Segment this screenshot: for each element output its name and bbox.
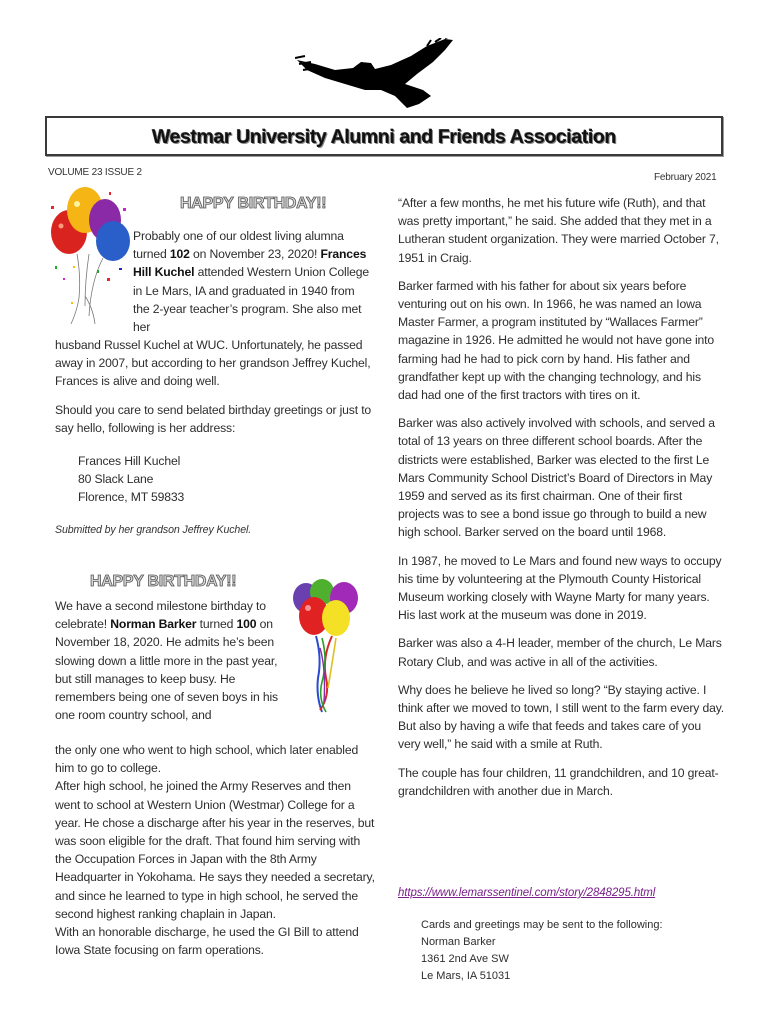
article2-paragraph: the only one who went to high school, which later enabled him to go to college.: [55, 743, 359, 776]
address-line: Frances Hill Kuchel: [78, 454, 181, 468]
eagle-icon: [295, 38, 455, 110]
article2-heading: HAPPY BIRTHDAY!!: [90, 573, 237, 590]
volume-issue: VOLUME 23 ISSUE 2: [48, 167, 142, 178]
article1-intro-text: Probably one of our oldest living alumna turned: [133, 229, 344, 262]
article2-address: [421, 917, 663, 985]
issue-date: February 2021: [654, 172, 717, 183]
article1-intro: [133, 227, 373, 336]
article2-intro-text: turned: [196, 617, 237, 632]
article-source-link[interactable]: https://www.lemarssentinel.com/story/2848295.html: [398, 887, 656, 899]
article1-body: [55, 336, 375, 447]
article2-paragraph: Why does he believe he lived so long? “By staying active. I think after we moved to town, I still went to the farm every day. But also by having a wife that feeds and takes care of you very well,” he said with a smile at Ruth.: [398, 682, 725, 752]
masthead-title: Westmar University Alumni and Friends Association: [151, 126, 617, 148]
address-line: Florence, MT 59833: [78, 490, 185, 505]
article2-intro: [55, 597, 285, 724]
article1-paragraph: Should you care to send belated birthday greetings or just to say hello, following is her address:: [55, 402, 372, 435]
article2-paragraph: The couple has four children, 11 grandchildren, and 10 great-grandchildren with another due in March.: [398, 765, 719, 798]
article2-body-left: [55, 741, 375, 959]
address-line: 80 Slack Lane: [78, 472, 154, 487]
article2-name: Norman Barker: [110, 617, 197, 632]
address-line: Norman Barker: [421, 936, 496, 948]
balloons-icon: [292, 578, 360, 714]
balloons-icon: [47, 186, 133, 326]
article2-paragraph: Barker was also actively involved with schools, and served a total of 13 years on three different school boards. After the districts were established, Barker was elected to the first Le Mars Community School District’s Board of Directors in May 1959 and served as its first chairman. One of their first projects was to see a bond issue go through to build a new high school. Barker served on the board until 1968.: [398, 416, 715, 540]
article1-address: [78, 452, 358, 507]
article1-intro-text: attended Western Union College in Le Mars, IA and graduated in 1940 from the 2-year teacher’s program. She also met her: [133, 265, 370, 335]
article1-name: Frances Hill Kuchel: [133, 247, 367, 280]
address-line: Le Mars, IA 51031: [421, 970, 511, 982]
article1-heading: HAPPY BIRTHDAY!!: [180, 195, 327, 212]
masthead-box: [45, 116, 723, 156]
article2-paragraph: After high school, he joined the Army Reserves and then went to school at Western Union (Westmar) College for a year. He chose a discharge after his year in the reserves, but was soon eligible for the draft. That found him serving with the Occupation Forces in Japan with the 8th Army Headquarter in Yokohama. He says they needed a secretary, and since he learned to type in high school, he served the second highest ranking chaplain in Japan.: [55, 779, 375, 921]
article2-age: 100: [236, 617, 257, 632]
article2-paragraph: “After a few months, he met his future wife (Ruth), and that was pretty important,” he said. She added that they met in a Lutheran student organization. They were married October 7, 1951 in Craig.: [398, 196, 719, 265]
article2-body-right: [398, 194, 724, 810]
article2-intro-text: on November 18, 2020. He admits he’s been slowing down a little more in the past year, but still manages to keep busy. He remembers being one of seven boys in his one room country school, and: [55, 617, 278, 723]
article1-paragraph: husband Russel Kuchel at WUC. Unfortunately, he passed away in 2007, but according to her grandson Jeffrey Kuchel, Frances is alive and doing well.: [55, 338, 371, 389]
article2-paragraph: In 1987, he moved to Le Mars and found new ways to occupy his time by volunteering at the Plymouth County Historical Museum working closely with Wayne Marty for many years. His last work at the museum was done in 2019.: [398, 553, 722, 623]
article2-paragraph: Barker farmed with his father for about six years before venturing out on his own. In 1966, he was named an Iowa Master Farmer, a program instituted by “Wallaces Farmer” magazine in 1926. He admitted he would not have gone into farming had he had to pick corn by hand. His father and grandfather kept up with the changing technology, and his dad had one of the first tractors with tires on it.: [398, 278, 714, 403]
address-line: 1361 2nd Ave SW: [421, 953, 509, 965]
article2-intro-text: We have a second milestone birthday to celebrate!: [55, 599, 266, 632]
address-intro: Cards and greetings may be sent to the following:: [421, 919, 663, 931]
article1-age: 102: [169, 247, 190, 262]
article1-intro-text: on November 23, 2020!: [189, 247, 321, 262]
article2-paragraph: Barker was also a 4-H leader, member of the church, Le Mars Rotary Club, and was active in all of the activities.: [398, 636, 722, 669]
article2-paragraph: With an honorable discharge, he used the GI Bill to attend Iowa State focusing on farm operations.: [55, 925, 359, 958]
article1-submitted: Submitted by her grandson Jeffrey Kuchel.: [55, 524, 252, 536]
